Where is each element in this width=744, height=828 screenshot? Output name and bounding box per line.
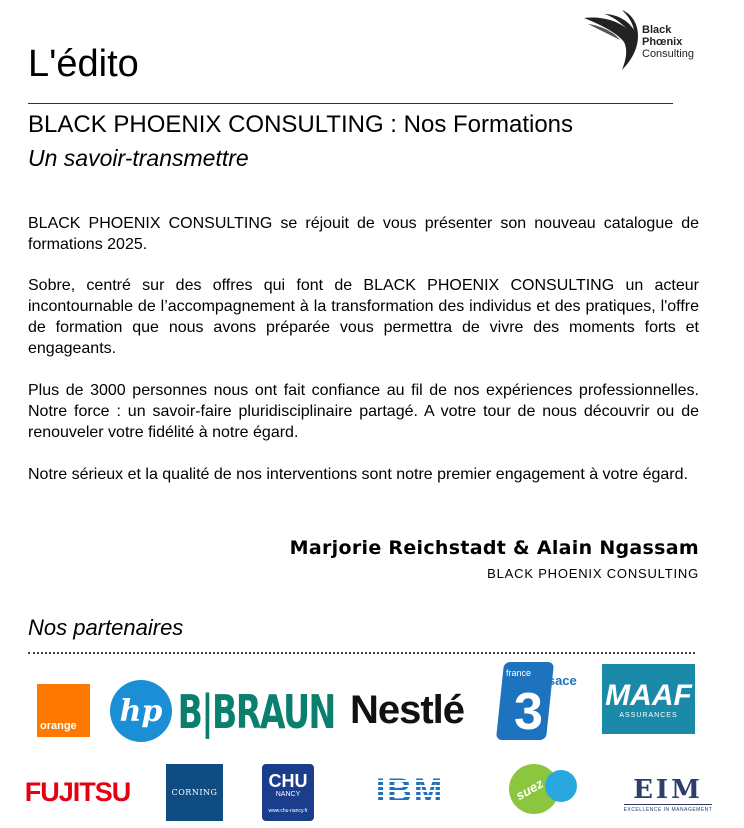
france3-region: alsace (537, 673, 577, 688)
corning-logo (166, 764, 223, 821)
partners-divider (28, 652, 695, 654)
page-title: L'édito (28, 43, 139, 85)
title-divider (28, 103, 673, 104)
section-subheading: Un savoir-transmettre (28, 145, 249, 171)
suez-blue-circle (545, 770, 577, 802)
logo-text-phoenix: Phœnix (642, 36, 683, 48)
signature-names: Marjorie Reichstadt & Alain Ngassam (289, 537, 699, 559)
orange-logo (37, 684, 90, 737)
eim-logo-subtext: EXCELLENCE IN MANAGEMENT (624, 804, 713, 813)
paragraph-commitment: Notre sérieux et la qualité de nos interventions sont notre premier engagement à votre égard. (28, 466, 688, 483)
bbraun-logo (177, 682, 335, 742)
partners-title: Nos partenaires (28, 615, 184, 640)
maaf-logo-text: MAAF (605, 678, 692, 712)
maaf-logo (602, 664, 695, 734)
chu-logo-website: www.chu-nancy.fr (268, 808, 308, 814)
company-logo (582, 10, 712, 72)
eim-logo-text: EIM (633, 774, 703, 805)
paragraph-offer: Sobre, centré sur des offres qui font de BLACK PHOENIX CONSULTING un acteur incontournable de l’accompagnement à la transformation des individus et des pratiques, l'offre de formation que nous avons préparée vous permettra de vivre des moments forts et engageants. (28, 277, 699, 357)
logo-text-consulting: Consulting (642, 48, 694, 60)
nestle-logo (338, 684, 476, 736)
logo-text-black: Black (642, 24, 672, 36)
fujitsu-logo-text: FUJITSU (24, 776, 131, 807)
bbraun-logo-text: B|BRAUN (177, 685, 335, 739)
corning-logo-text: CORNING (171, 788, 218, 797)
phoenix-wing-icon (582, 10, 640, 72)
suez-logo-text: suez (513, 775, 546, 804)
paragraph-trust: Plus de 3000 personnes nous ont fait confiance au fil de nos expériences professionnelles. Notre force : un savoir-faire pluridisciplinaire partagé. A votre tour de nous découvrir ou de renouveler votre fidélité à notre égard. (28, 382, 699, 441)
suez-logo (509, 764, 577, 818)
ibm-logo-text: IBM (375, 771, 445, 810)
eim-logo (618, 770, 718, 818)
ibm-logo (370, 773, 450, 809)
maaf-logo-subtext: ASSURANCES (619, 711, 678, 719)
signature-company: BLACK PHOENIX CONSULTING (487, 566, 699, 581)
chu-nancy-logo (262, 764, 314, 821)
hp-logo-text: hp (119, 693, 163, 729)
section-heading: BLACK PHOENIX CONSULTING : Nos Formations (28, 111, 574, 138)
france3-number: 3 (514, 683, 543, 741)
hp-logo (110, 680, 172, 742)
france3-top-text: france (506, 668, 532, 678)
chu-logo-subtext: NANCY (275, 791, 301, 798)
orange-logo-text: orange (40, 720, 77, 732)
chu-logo-text: CHU (268, 771, 308, 791)
paragraph-intro: BLACK PHOENIX CONSULTING se réjouit de vous présenter son nouveau catalogue de formations 2025. (28, 215, 699, 253)
nestle-logo-text: Nestlé (349, 687, 465, 732)
france3-alsace-logo (500, 662, 580, 740)
fujitsu-logo (24, 770, 131, 814)
